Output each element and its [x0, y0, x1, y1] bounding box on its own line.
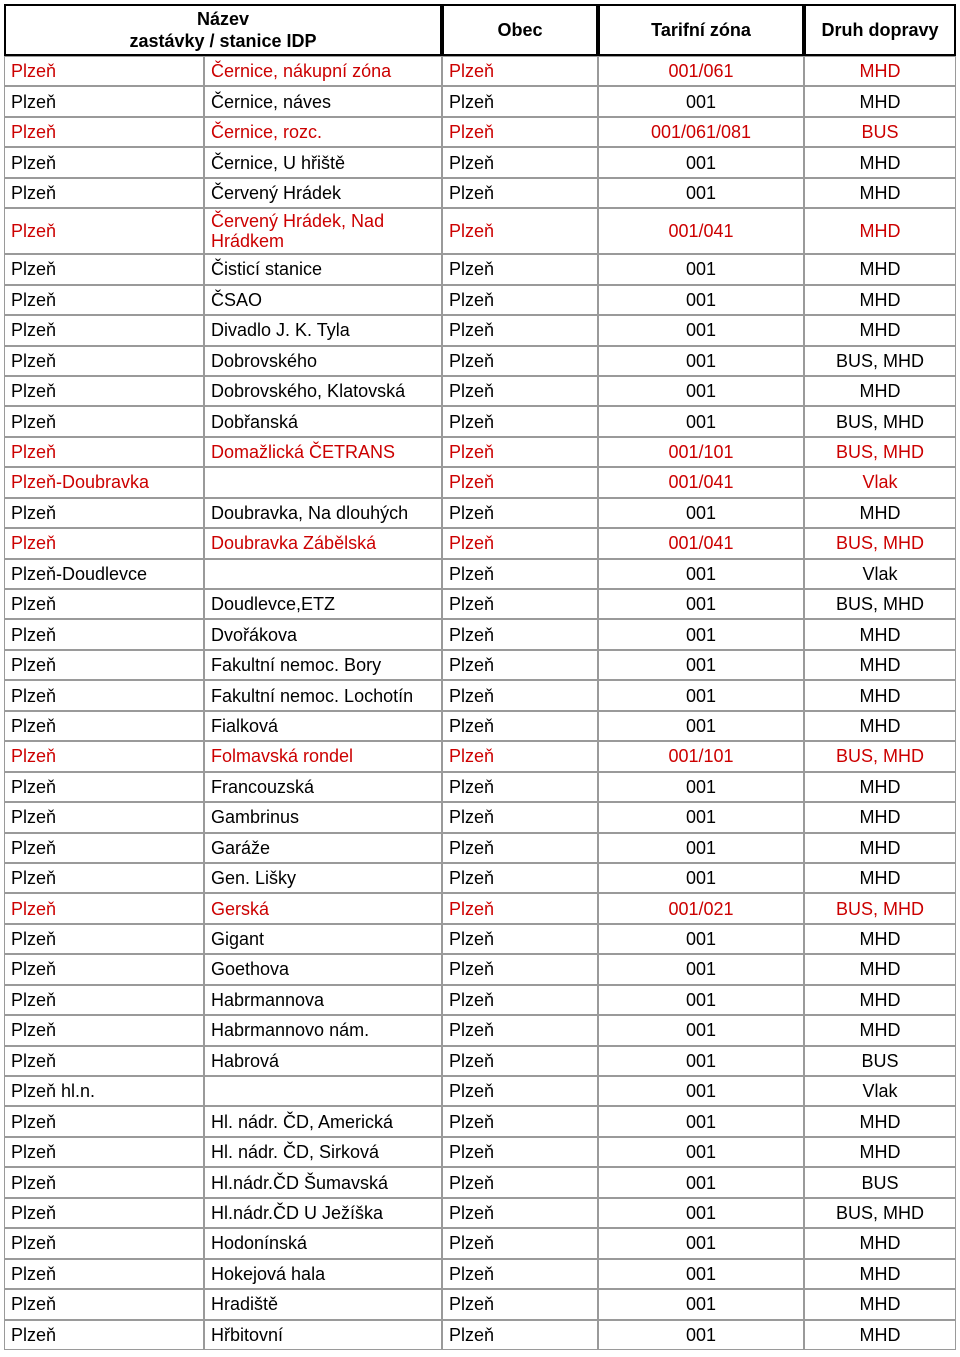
- cell-tariff-zone: 001: [598, 178, 804, 208]
- cell-place: Plzeň: [4, 285, 204, 315]
- cell-place: Plzeň: [4, 315, 204, 345]
- cell-stop-name: Gen. Lišky: [204, 863, 442, 893]
- cell-transport-type: MHD: [804, 254, 956, 284]
- table-row: [4, 147, 956, 177]
- cell-place: Plzeň: [4, 650, 204, 680]
- cell-transport-type: MHD: [804, 802, 956, 832]
- table-row: [4, 406, 956, 436]
- cell-stop-name: Doubravka Zábělská: [204, 528, 442, 558]
- table-row: [4, 559, 956, 589]
- cell-transport-type: MHD: [804, 285, 956, 315]
- cell-transport-type: BUS, MHD: [804, 1198, 956, 1228]
- cell-stop-name: Gerská: [204, 893, 442, 923]
- header-stop-name: [4, 4, 442, 56]
- cell-transport-type: MHD: [804, 315, 956, 345]
- table-row: [4, 1167, 956, 1197]
- cell-place: Plzeň: [4, 863, 204, 893]
- cell-place: Plzeň: [4, 619, 204, 649]
- cell-municipality: Plzeň: [442, 1259, 598, 1289]
- header-municipality: Obec: [442, 4, 598, 56]
- table-row: [4, 528, 956, 558]
- cell-place: Plzeň: [4, 1137, 204, 1167]
- cell-stop-name: Hřbitovní: [204, 1320, 442, 1350]
- cell-transport-type: MHD: [804, 1289, 956, 1319]
- cell-place: Plzeň: [4, 924, 204, 954]
- cell-place: Plzeň: [4, 147, 204, 177]
- cell-stop-name: Hl.nádr.ČD U Ježíška: [204, 1198, 442, 1228]
- table-row: [4, 1289, 956, 1319]
- header-stop-name-line2: zastávky / stanice IDP: [129, 31, 317, 51]
- cell-transport-type: MHD: [804, 1137, 956, 1167]
- table-row: [4, 680, 956, 710]
- cell-tariff-zone: 001: [598, 376, 804, 406]
- cell-stop-name: Hl. nádr. ČD, Americká: [204, 1106, 442, 1136]
- cell-tariff-zone: 001: [598, 711, 804, 741]
- table-row: [4, 1198, 956, 1228]
- cell-stop-name: Divadlo J. K. Tyla: [204, 315, 442, 345]
- table-row: [4, 1320, 956, 1350]
- cell-tariff-zone: 001: [598, 863, 804, 893]
- cell-municipality: Plzeň: [442, 1320, 598, 1350]
- cell-place: Plzeň: [4, 1289, 204, 1319]
- cell-municipality: Plzeň: [442, 406, 598, 436]
- cell-stop-name: Dobřanská: [204, 406, 442, 436]
- table-body: [4, 56, 956, 1350]
- cell-transport-type: MHD: [804, 147, 956, 177]
- cell-transport-type: MHD: [804, 86, 956, 116]
- cell-transport-type: MHD: [804, 833, 956, 863]
- cell-stop-name: Čisticí stanice: [204, 254, 442, 284]
- cell-transport-type: MHD: [804, 619, 956, 649]
- cell-stop-name: Goethova: [204, 954, 442, 984]
- cell-transport-type: MHD: [804, 1228, 956, 1258]
- cell-tariff-zone: 001: [598, 650, 804, 680]
- cell-place: Plzeň-Doubravka: [4, 467, 204, 497]
- cell-municipality: Plzeň: [442, 954, 598, 984]
- cell-stop-name: Černice, nákupní zóna: [204, 56, 442, 86]
- cell-tariff-zone: 001: [598, 346, 804, 376]
- cell-place: Plzeň: [4, 680, 204, 710]
- cell-transport-type: MHD: [804, 924, 956, 954]
- cell-stop-name: Dobrovského: [204, 346, 442, 376]
- cell-transport-type: MHD: [804, 985, 956, 1015]
- cell-transport-type: MHD: [804, 1106, 956, 1136]
- cell-place: Plzeň: [4, 893, 204, 923]
- cell-tariff-zone: 001: [598, 1046, 804, 1076]
- cell-stop-name: Garáže: [204, 833, 442, 863]
- stops-table: [4, 4, 956, 1350]
- cell-stop-name: Červený Hrádek: [204, 178, 442, 208]
- cell-transport-type: MHD: [804, 1320, 956, 1350]
- cell-municipality: Plzeň: [442, 254, 598, 284]
- cell-municipality: Plzeň: [442, 346, 598, 376]
- cell-transport-type: MHD: [804, 376, 956, 406]
- cell-tariff-zone: 001: [598, 985, 804, 1015]
- table-row: [4, 346, 956, 376]
- cell-place: Plzeň: [4, 1046, 204, 1076]
- cell-municipality: Plzeň: [442, 437, 598, 467]
- table-row: [4, 86, 956, 116]
- table-header-row: [4, 4, 956, 56]
- cell-transport-type: MHD: [804, 680, 956, 710]
- cell-stop-name: Doubravka, Na dlouhých: [204, 498, 442, 528]
- cell-place: Plzeň: [4, 208, 204, 254]
- cell-place: Plzeň: [4, 346, 204, 376]
- cell-place: Plzeň: [4, 954, 204, 984]
- cell-stop-name: Fialková: [204, 711, 442, 741]
- cell-place: Plzeň: [4, 802, 204, 832]
- cell-municipality: Plzeň: [442, 619, 598, 649]
- cell-tariff-zone: 001: [598, 1198, 804, 1228]
- cell-stop-name: Černice, rozc.: [204, 117, 442, 147]
- cell-place: Plzeň: [4, 376, 204, 406]
- cell-stop-name: Černice, U hřiště: [204, 147, 442, 177]
- cell-stop-name: Folmavská rondel: [204, 741, 442, 771]
- cell-municipality: Plzeň: [442, 1198, 598, 1228]
- cell-municipality: Plzeň: [442, 924, 598, 954]
- cell-municipality: Plzeň: [442, 285, 598, 315]
- table-row: [4, 924, 956, 954]
- cell-municipality: Plzeň: [442, 711, 598, 741]
- cell-place: Plzeň: [4, 985, 204, 1015]
- cell-municipality: Plzeň: [442, 802, 598, 832]
- cell-place: Plzeň: [4, 1167, 204, 1197]
- cell-transport-type: BUS, MHD: [804, 589, 956, 619]
- cell-municipality: Plzeň: [442, 1015, 598, 1045]
- cell-stop-name: [204, 559, 442, 589]
- cell-tariff-zone: 001: [598, 1137, 804, 1167]
- table-row: [4, 1137, 956, 1167]
- table-row: [4, 208, 956, 254]
- cell-transport-type: MHD: [804, 56, 956, 86]
- cell-place: Plzeň: [4, 86, 204, 116]
- table-row: [4, 467, 956, 497]
- header-tariff-zone: Tarifní zóna: [598, 4, 804, 56]
- cell-place: Plzeň: [4, 711, 204, 741]
- cell-transport-type: MHD: [804, 772, 956, 802]
- cell-tariff-zone: 001/041: [598, 208, 804, 254]
- table-row: [4, 498, 956, 528]
- cell-stop-name: ČSAO: [204, 285, 442, 315]
- table-row: [4, 1015, 956, 1045]
- header-transport-type: Druh dopravy: [804, 4, 956, 56]
- cell-transport-type: MHD: [804, 1015, 956, 1045]
- cell-municipality: Plzeň: [442, 178, 598, 208]
- cell-municipality: Plzeň: [442, 1167, 598, 1197]
- cell-tariff-zone: 001: [598, 680, 804, 710]
- cell-tariff-zone: 001: [598, 254, 804, 284]
- cell-municipality: Plzeň: [442, 147, 598, 177]
- cell-municipality: Plzeň: [442, 467, 598, 497]
- cell-stop-name: Habrmannovo nám.: [204, 1015, 442, 1045]
- cell-transport-type: BUS: [804, 1167, 956, 1197]
- cell-transport-type: MHD: [804, 954, 956, 984]
- cell-place: Plzeň: [4, 1106, 204, 1136]
- table-row: [4, 741, 956, 771]
- table-row: [4, 1076, 956, 1106]
- cell-place: Plzeň: [4, 1015, 204, 1045]
- cell-stop-name: Hradiště: [204, 1289, 442, 1319]
- cell-stop-name: Habrmannova: [204, 985, 442, 1015]
- table-row: [4, 772, 956, 802]
- cell-stop-name: Habrová: [204, 1046, 442, 1076]
- cell-transport-type: BUS: [804, 1046, 956, 1076]
- table-row: [4, 117, 956, 147]
- cell-tariff-zone: 001: [598, 559, 804, 589]
- cell-place: Plzeň: [4, 56, 204, 86]
- cell-municipality: Plzeň: [442, 1046, 598, 1076]
- cell-municipality: Plzeň: [442, 985, 598, 1015]
- table-row: [4, 985, 956, 1015]
- cell-place: Plzeň: [4, 741, 204, 771]
- cell-place: Plzeň-Doudlevce: [4, 559, 204, 589]
- cell-stop-name: Hokejová hala: [204, 1259, 442, 1289]
- cell-transport-type: MHD: [804, 178, 956, 208]
- cell-place: Plzeň: [4, 528, 204, 558]
- cell-tariff-zone: 001: [598, 1015, 804, 1045]
- cell-tariff-zone: 001: [598, 147, 804, 177]
- cell-place: Plzeň: [4, 833, 204, 863]
- cell-transport-type: MHD: [804, 711, 956, 741]
- cell-tariff-zone: 001: [598, 86, 804, 116]
- cell-tariff-zone: 001: [598, 1167, 804, 1197]
- cell-stop-name: Doudlevce,ETZ: [204, 589, 442, 619]
- cell-place: Plzeň: [4, 117, 204, 147]
- cell-stop-name: Černice, náves: [204, 86, 442, 116]
- header-stop-name-line1: Název: [196, 9, 250, 29]
- table-row: [4, 178, 956, 208]
- cell-place: Plzeň hl.n.: [4, 1076, 204, 1106]
- cell-transport-type: MHD: [804, 208, 956, 254]
- cell-municipality: Plzeň: [442, 315, 598, 345]
- table-row: [4, 589, 956, 619]
- cell-tariff-zone: 001/021: [598, 893, 804, 923]
- cell-municipality: Plzeň: [442, 56, 598, 86]
- cell-transport-type: MHD: [804, 863, 956, 893]
- cell-stop-name: Hodonínská: [204, 1228, 442, 1258]
- cell-stop-name: Hl.nádr.ČD Šumavská: [204, 1167, 442, 1197]
- cell-tariff-zone: 001: [598, 833, 804, 863]
- cell-municipality: Plzeň: [442, 559, 598, 589]
- cell-tariff-zone: 001: [598, 498, 804, 528]
- table-row: [4, 650, 956, 680]
- cell-municipality: Plzeň: [442, 833, 598, 863]
- cell-municipality: Plzeň: [442, 893, 598, 923]
- cell-municipality: Plzeň: [442, 117, 598, 147]
- cell-place: Plzeň: [4, 1259, 204, 1289]
- cell-transport-type: BUS, MHD: [804, 437, 956, 467]
- cell-stop-name: Hl. nádr. ČD, Sirková: [204, 1137, 442, 1167]
- table-row: [4, 315, 956, 345]
- cell-stop-name: Gigant: [204, 924, 442, 954]
- cell-tariff-zone: 001: [598, 1259, 804, 1289]
- cell-tariff-zone: 001: [598, 589, 804, 619]
- cell-transport-type: BUS, MHD: [804, 893, 956, 923]
- table-row: [4, 56, 956, 86]
- cell-stop-name: Fakultní nemoc. Lochotín: [204, 680, 442, 710]
- cell-tariff-zone: 001: [598, 954, 804, 984]
- table-row: [4, 1259, 956, 1289]
- cell-stop-name: Gambrinus: [204, 802, 442, 832]
- cell-stop-name: Červený Hrádek, Nad Hrádkem: [204, 208, 442, 254]
- cell-tariff-zone: 001/061: [598, 56, 804, 86]
- cell-transport-type: BUS, MHD: [804, 406, 956, 436]
- cell-place: Plzeň: [4, 589, 204, 619]
- table-row: [4, 863, 956, 893]
- cell-tariff-zone: 001/061/081: [598, 117, 804, 147]
- cell-tariff-zone: 001: [598, 924, 804, 954]
- cell-municipality: Plzeň: [442, 863, 598, 893]
- cell-municipality: Plzeň: [442, 86, 598, 116]
- cell-tariff-zone: 001/101: [598, 741, 804, 771]
- cell-place: Plzeň: [4, 1228, 204, 1258]
- table-row: [4, 1106, 956, 1136]
- cell-transport-type: MHD: [804, 498, 956, 528]
- table-row: [4, 893, 956, 923]
- cell-municipality: Plzeň: [442, 772, 598, 802]
- cell-municipality: Plzeň: [442, 376, 598, 406]
- table-row: [4, 254, 956, 284]
- cell-tariff-zone: 001/041: [598, 528, 804, 558]
- cell-tariff-zone: 001: [598, 772, 804, 802]
- cell-tariff-zone: 001: [598, 1076, 804, 1106]
- cell-municipality: Plzeň: [442, 1228, 598, 1258]
- cell-municipality: Plzeň: [442, 589, 598, 619]
- cell-tariff-zone: 001/041: [598, 467, 804, 497]
- cell-municipality: Plzeň: [442, 528, 598, 558]
- cell-place: Plzeň: [4, 178, 204, 208]
- table-row: [4, 285, 956, 315]
- cell-tariff-zone: 001: [598, 802, 804, 832]
- cell-municipality: Plzeň: [442, 1289, 598, 1319]
- table-row: [4, 1046, 956, 1076]
- table-row: [4, 376, 956, 406]
- cell-stop-name: Dobrovského, Klatovská: [204, 376, 442, 406]
- cell-tariff-zone: 001: [598, 1228, 804, 1258]
- cell-place: Plzeň: [4, 1320, 204, 1350]
- cell-municipality: Plzeň: [442, 498, 598, 528]
- table-row: [4, 437, 956, 467]
- cell-municipality: Plzeň: [442, 1106, 598, 1136]
- cell-place: Plzeň: [4, 498, 204, 528]
- cell-transport-type: MHD: [804, 1259, 956, 1289]
- cell-transport-type: BUS, MHD: [804, 346, 956, 376]
- cell-place: Plzeň: [4, 1198, 204, 1228]
- cell-transport-type: Vlak: [804, 1076, 956, 1106]
- table-row: [4, 711, 956, 741]
- cell-tariff-zone: 001: [598, 1320, 804, 1350]
- cell-transport-type: Vlak: [804, 559, 956, 589]
- table-row: [4, 1228, 956, 1258]
- cell-stop-name: Fakultní nemoc. Bory: [204, 650, 442, 680]
- table-row: [4, 802, 956, 832]
- cell-municipality: Plzeň: [442, 741, 598, 771]
- cell-tariff-zone: 001/101: [598, 437, 804, 467]
- cell-tariff-zone: 001: [598, 1289, 804, 1319]
- table-row: [4, 833, 956, 863]
- cell-stop-name: Domažlická ČETRANS: [204, 437, 442, 467]
- table-row: [4, 954, 956, 984]
- cell-stop-name: Francouzská: [204, 772, 442, 802]
- table-row: [4, 619, 956, 649]
- cell-transport-type: BUS, MHD: [804, 741, 956, 771]
- cell-transport-type: Vlak: [804, 467, 956, 497]
- cell-municipality: Plzeň: [442, 650, 598, 680]
- cell-tariff-zone: 001: [598, 406, 804, 436]
- cell-place: Plzeň: [4, 254, 204, 284]
- cell-place: Plzeň: [4, 406, 204, 436]
- cell-transport-type: BUS: [804, 117, 956, 147]
- cell-tariff-zone: 001: [598, 1106, 804, 1136]
- cell-transport-type: BUS, MHD: [804, 528, 956, 558]
- cell-transport-type: MHD: [804, 650, 956, 680]
- cell-stop-name: [204, 1076, 442, 1106]
- cell-municipality: Plzeň: [442, 208, 598, 254]
- cell-tariff-zone: 001: [598, 619, 804, 649]
- cell-stop-name: Dvořákova: [204, 619, 442, 649]
- cell-place: Plzeň: [4, 772, 204, 802]
- cell-municipality: Plzeň: [442, 1137, 598, 1167]
- cell-stop-name: [204, 467, 442, 497]
- cell-municipality: Plzeň: [442, 1076, 598, 1106]
- cell-place: Plzeň: [4, 437, 204, 467]
- cell-tariff-zone: 001: [598, 285, 804, 315]
- cell-tariff-zone: 001: [598, 315, 804, 345]
- cell-municipality: Plzeň: [442, 680, 598, 710]
